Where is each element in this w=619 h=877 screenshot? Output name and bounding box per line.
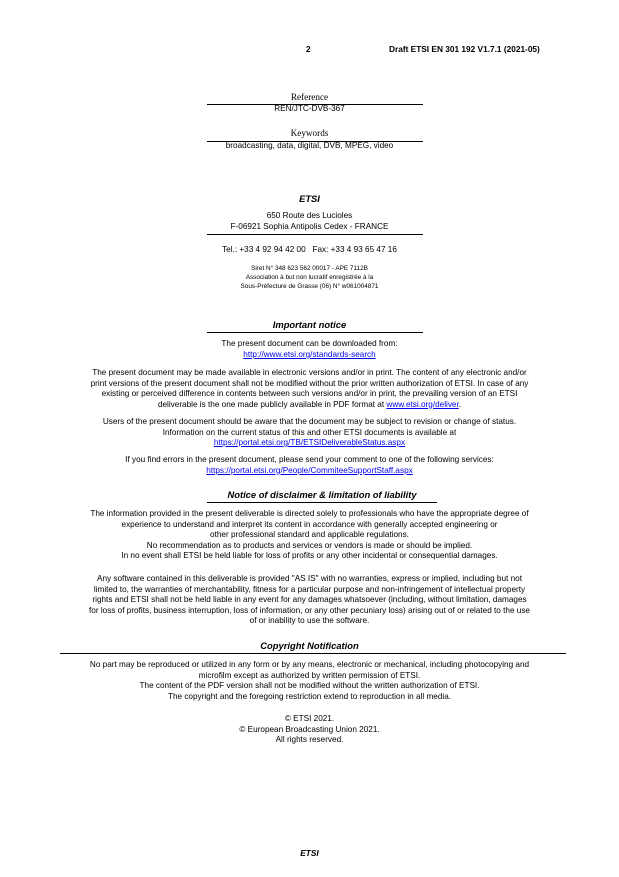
disclaimer-p1-line: other professional standard and applicable regulations. bbox=[210, 530, 409, 539]
disclaimer-p2-line: for loss of profits, business interruption, loss of information, or any other pecuniary loss) arising out of or related to the use bbox=[89, 605, 530, 615]
disclaimer-p1-line: The information provided in the present deliverable is directed solely to professionals who have the appropriate degree of bbox=[90, 509, 529, 518]
copyright-p2-line: All rights reserved. bbox=[275, 735, 344, 744]
disclaimer-p2-line: of or inability to use the software. bbox=[249, 616, 370, 625]
copyright-paragraph-1 bbox=[0, 660, 619, 702]
disclaimer-p1-line: No recommendation as to products and services or vendors is made or should be implied. bbox=[146, 540, 473, 550]
notice-p1-suffix: . bbox=[458, 399, 462, 409]
standards-search-link[interactable]: http://www.etsi.org/standards-search bbox=[243, 350, 376, 359]
copyright-title: Copyright Notification bbox=[260, 640, 359, 651]
org-tel-fax: Tel.: +33 4 92 94 42 00 Fax: +33 4 93 65 47 16 bbox=[222, 245, 397, 254]
copyright-p1-line: The content of the PDF version shall not be modified without the written authorization of ETSI. bbox=[139, 681, 480, 690]
document-title: Draft ETSI EN 301 192 V1.7.1 (2021-05) bbox=[389, 44, 540, 54]
keywords-label: Keywords bbox=[290, 128, 329, 138]
deliverable-status-link[interactable]: https://portal.etsi.org/TB/ETSIDeliverableStatus.aspx bbox=[213, 438, 406, 447]
download-text: The present document can be downloaded from: bbox=[221, 339, 398, 348]
org-name: ETSI bbox=[299, 193, 320, 204]
reference-label: Reference bbox=[290, 92, 329, 102]
disclaimer-title: Notice of disclaimer & limitation of liability bbox=[227, 489, 417, 500]
address-rule bbox=[207, 234, 423, 235]
copyright-p1-line: microfilm except as authorized by written permission of ETSI. bbox=[198, 670, 421, 680]
notice-p2-line: Information on the current status of this and other ETSI documents is available at bbox=[162, 427, 457, 437]
disclaimer-p1-line: In no event shall ETSI be held liable for loss of profits or any other incidental or consequential damages. bbox=[121, 551, 498, 560]
org-association: Association à but non lucratif enregistrée à la bbox=[245, 274, 374, 281]
important-notice-rule bbox=[207, 332, 423, 333]
copyright-p2-line: © ETSI 2021. bbox=[284, 714, 335, 723]
org-siret: Siret N° 348 623 562 00017 - APE 7112B bbox=[251, 265, 368, 272]
committee-support-link[interactable]: https://portal.etsi.org/People/CommiteeSupportStaff.aspx bbox=[206, 465, 413, 475]
notice-p1-line: existing or perceived difference in contents between such versions and/or in print, the prevailing version of an ETSI bbox=[101, 389, 518, 398]
org-address-line2: F-06921 Sophia Antipolis Cedex - FRANCE bbox=[230, 222, 389, 231]
copyright-rule bbox=[60, 653, 566, 654]
etsi-deliver-link[interactable]: www.etsi.org/deliver bbox=[386, 399, 459, 409]
org-address-line1: 650 Route des Lucioles bbox=[266, 211, 353, 220]
notice-paragraph-1 bbox=[0, 368, 619, 410]
disclaimer-paragraph-2 bbox=[0, 574, 619, 627]
disclaimer-rule bbox=[207, 502, 437, 503]
notice-p1-line-last bbox=[0, 400, 619, 411]
copyright-p2-line: © European Broadcasting Union 2021. bbox=[239, 724, 380, 734]
notice-p1-line: The present document may be made available in electronic versions and/or in print. The content of any electronic and/or bbox=[92, 368, 527, 377]
notice-p1-line: print versions of the present document shall not be modified without the prior written authorization of ETSI. In case of any bbox=[90, 378, 529, 388]
page-number: 2 bbox=[306, 44, 311, 54]
disclaimer-p2-line: Any software contained in this deliverable is provided "AS IS" with no warranties, express or implied, including but not bbox=[97, 574, 522, 583]
reference-value: REN/JTC-DVB-367 bbox=[274, 104, 345, 113]
copyright-p1-line: The copyright and the foregoing restriction extend to reproduction in all media. bbox=[167, 691, 452, 701]
notice-paragraph-3 bbox=[0, 455, 619, 476]
notice-p2-line: Users of the present document should be aware that the document may be subject to revision or change of status. bbox=[102, 417, 517, 426]
copyright-p1-line: No part may be reproduced or utilized in any form or by any means, electronic or mechanical, including photocopying and bbox=[89, 660, 530, 669]
copyright-paragraph-2 bbox=[0, 714, 619, 746]
keywords-value: broadcasting, data, digital, DVB, MPEG, video bbox=[225, 141, 394, 150]
org-prefecture: Sous-Préfecture de Grasse (06) N° w061004871 bbox=[240, 283, 379, 290]
notice-paragraph-2 bbox=[0, 417, 619, 449]
disclaimer-paragraph-1 bbox=[0, 509, 619, 562]
notice-p3-text: If you find errors in the present document, please send your comment to one of the following services: bbox=[125, 455, 494, 464]
disclaimer-p1-line: experience to understand and interpret its content in accordance with generally accepted engineering or bbox=[121, 519, 498, 529]
disclaimer-p2-line: limited to, the warranties of merchantability, fitness for a particular purpose and non-infringement of intellectual property bbox=[93, 584, 526, 594]
notice-p1-prefix: deliverable is the one made publicly available in PDF format at bbox=[157, 399, 387, 409]
important-notice-title: Important notice bbox=[272, 319, 347, 330]
disclaimer-p2-line: rights and ETSI shall not be held liable in any event for any damages whatsoever (including, without limitation, damages bbox=[92, 595, 527, 604]
footer-etsi: ETSI bbox=[300, 848, 319, 858]
